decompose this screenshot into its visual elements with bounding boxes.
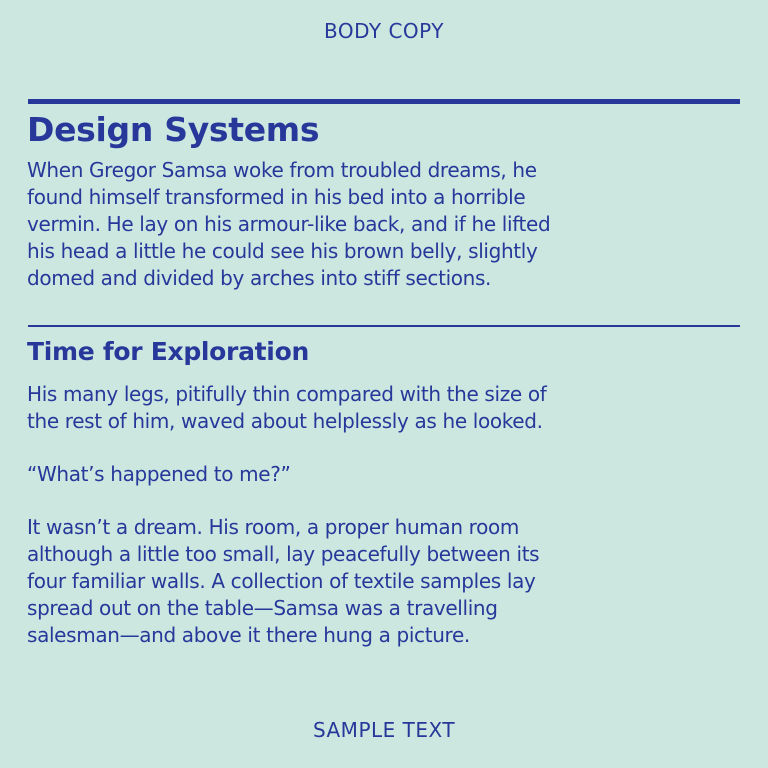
paragraph-line: His many legs, pitifully thin compared with the size of: [27, 382, 547, 406]
paragraph-line: It wasn’t a dream. His room, a proper human room: [27, 515, 520, 539]
section2-paragraph-2: [27, 514, 742, 649]
paragraph-line: vermin. He lay on his armour-like back, and if he lifted: [27, 212, 551, 236]
paragraph-line: although a little too small, lay peacefully between its: [27, 542, 540, 566]
thin-divider: [28, 325, 740, 327]
section1-paragraph: [27, 157, 742, 292]
section2-paragraph-1: [27, 381, 742, 435]
section-heading-time-for-exploration: Time for Exploration: [27, 337, 309, 366]
section2-quote: [27, 461, 742, 488]
paragraph-line: the rest of him, waved about helplessly as he looked.: [27, 409, 543, 433]
paragraph-line: salesman—and above it there hung a picture.: [27, 623, 470, 647]
paragraph-line: his head a little he could see his brown belly, slightly: [27, 239, 538, 263]
paragraph-line: domed and divided by arches into stiff sections.: [27, 266, 492, 290]
quote-line: “What’s happened to me?”: [27, 462, 291, 486]
section-heading-design-systems: Design Systems: [27, 110, 320, 149]
top-label: BODY COPY: [323, 19, 445, 43]
paragraph-line: found himself transformed in his bed into a horrible: [27, 185, 526, 209]
paragraph-line: When Gregor Samsa woke from troubled dreams, he: [27, 158, 537, 182]
paragraph-line: spread out on the table—Samsa was a travelling: [27, 596, 498, 620]
thick-divider: [28, 99, 740, 104]
paragraph-line: four familiar walls. A collection of textile samples lay: [27, 569, 536, 593]
bottom-label: SAMPLE TEXT: [312, 718, 456, 742]
